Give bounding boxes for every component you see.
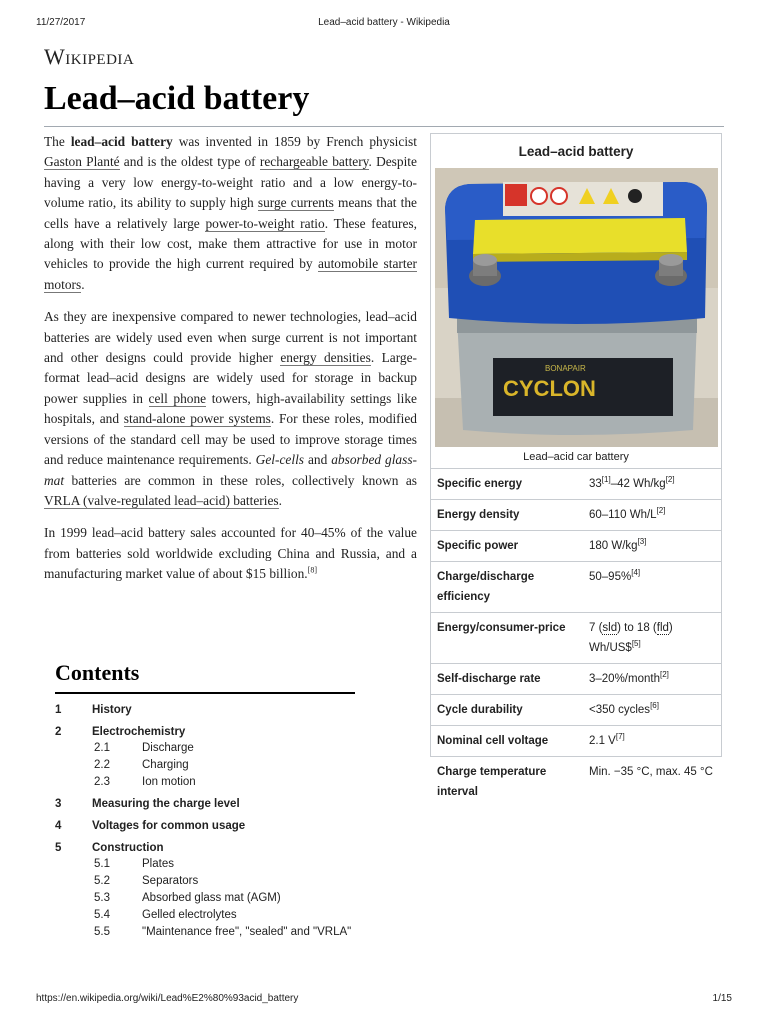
toc-subitem-label[interactable]: Separators [142,875,199,887]
value-text: <350 cycles [589,704,651,716]
value-text: 7 ( [589,622,603,634]
infobox-row [431,469,721,500]
toc-subitem-label[interactable]: Charging [142,759,189,771]
battery-image[interactable] [435,168,718,447]
infobox-row-value [583,500,721,531]
toc-subitem[interactable] [55,742,355,754]
toc-item-row[interactable] [55,704,355,716]
contents-heading: Contents [55,660,355,694]
text: and is the oldest type of [119,154,260,170]
bold-term: lead–acid battery [70,134,173,149]
infobox-row-value [583,757,721,808]
toc-sublist [55,858,355,938]
print-header [36,17,732,31]
toc-item[interactable] [55,704,355,716]
infobox-row-label: Charge/discharge efficiency [431,562,583,613]
infobox-row-label: Energy/consumer-price [431,613,583,664]
footnote-link[interactable]: [2] [665,475,675,485]
intro-paragraph-2 [44,307,417,511]
text: . Large-format lead–acid designs are widely used for storage in backup power supplies in [44,350,418,406]
infobox-row [431,695,721,726]
text: . These features, along with their low cost, make them attractive for use in motor vehicles to provide the high current required by [44,215,417,272]
infobox-row-label: Nominal cell voltage [431,726,583,757]
infobox-row [431,726,721,757]
link-stand-alone-power-systems[interactable]: stand-alone power systems [123,411,271,427]
toc-subitem[interactable] [55,776,355,788]
infobox-row-value [583,613,721,664]
text: . For these roles, modified versions of the standard cell may be used to improve storage times and reduce maintenance requirements. [44,411,417,468]
toc-subitem-label[interactable]: Absorbed glass mat (AGM) [142,892,281,904]
toc-item-number: 1 [55,704,62,716]
battery-top-label: BONAPAIR [545,364,586,373]
value-text: 3–20%/month [589,673,660,685]
infobox-row [431,664,721,695]
infobox-row [431,562,721,613]
text: . Despite having a very low energy-to-weight ratio and a low energy-to-volume ratio, its ability to supply high [44,154,417,211]
toc-item-label[interactable]: Voltages for common usage [92,820,246,832]
link-automobile-starter-motors[interactable]: automobile starter motors [44,256,417,292]
value-text: 180 W/kg [589,540,638,552]
infobox-row-label: Charge temperature interval [431,757,583,808]
intro-paragraph-1 [44,132,417,295]
link-power-to-weight-ratio[interactable]: power-to-weight ratio [205,215,325,231]
text: As they are inexpensive compared to newer technologies, lead–acid batteries are widely used even when surge current is not important and other designs could provide higher [44,309,417,366]
infobox-row-label: Cycle durability [431,695,583,726]
infobox-row-value [583,695,721,726]
toc-sublist [55,742,355,788]
toc-item[interactable] [55,726,355,788]
infobox-spec-table [431,468,721,807]
text: means that the cells have a relatively large [44,195,417,231]
text: and [304,452,332,468]
footnote-link[interactable]: [6] [650,701,659,711]
toc-subitem[interactable] [55,875,355,887]
toc-subitem-number: 5.3 [94,892,110,904]
footnote-link[interactable]: [1] [601,475,611,485]
wikipedia-wordmark[interactable]: Wikipedia [44,44,135,69]
toc-item[interactable] [55,820,355,832]
abbreviation[interactable]: fld [656,622,669,634]
infobox-row-value [583,664,721,695]
print-url: https://en.wikipedia.org/wiki/Lead%E2%80%93acid_battery [36,993,299,1004]
text: batteries are common in these roles, collectively known as [64,472,417,488]
infobox-row-label: Energy density [431,500,583,531]
toc-item-label[interactable]: History [92,704,132,716]
toc-subitem-label[interactable]: "Maintenance free", "sealed" and "VRLA" [142,926,352,938]
print-title: Lead–acid battery - Wikipedia [318,17,450,28]
toc-subitem[interactable] [55,909,355,921]
footnote-link[interactable]: [4] [631,568,641,578]
toc-subitem-number: 5.2 [94,875,110,887]
footnote-link[interactable]: [5] [631,639,641,649]
article-body [44,132,417,597]
link-cell-phone[interactable]: cell phone [148,390,207,406]
toc-item-number: 5 [55,842,62,854]
toc-subitem-label[interactable]: Plates [142,858,174,870]
infobox-row-label: Specific power [431,531,583,562]
footnote-link[interactable]: [7] [615,732,625,742]
toc-subitem-number: 2.2 [94,759,110,771]
link-energy-densities[interactable]: energy densities [280,350,371,366]
footnote-link[interactable]: [2] [656,506,666,516]
toc-subitem-number: 2.1 [94,742,110,754]
toc-item-row[interactable] [55,726,355,738]
toc-subitem-number: 5.5 [94,926,110,938]
toc-subitem[interactable] [55,926,355,938]
text: . [81,276,85,292]
value-text: –42 Wh/kg [610,478,666,490]
toc-item-row[interactable] [55,842,355,854]
link-vrla-batteries[interactable]: VRLA (valve-regulated lead–acid) batteries [44,492,279,508]
toc-subitem-number: 5.4 [94,909,110,921]
text: In 1999 lead–acid battery sales accounted for 40–45% of the value from batteries sold worldwide excluding China and Russia, and a manufacturing market value of about $15 billion. [44,525,417,582]
text: . [278,492,282,508]
infobox-row [431,531,721,562]
toc-subitem-label[interactable]: Discharge [142,742,194,754]
toc-item-label[interactable]: Measuring the charge level [92,798,240,810]
page-title: Lead–acid battery [44,80,310,117]
infobox-image-caption: Lead–acid car battery [523,451,629,463]
toc-subitem-number: 5.1 [94,858,110,870]
toc-item-label[interactable]: Construction [92,842,164,854]
intro-paragraph-3 [44,523,417,584]
battery-brand-label: CYCLON [503,376,596,401]
print-footer [36,993,732,1007]
footnote-link[interactable]: [3] [637,537,647,547]
text: The [44,134,71,149]
infobox-row-value [583,562,721,613]
infobox [430,133,722,798]
toc-subitem[interactable] [55,759,355,771]
infobox-row-value [583,531,721,562]
infobox-row [431,500,721,531]
toc-item-number: 4 [55,820,62,832]
toc-item-number: 3 [55,798,62,810]
toc-item-label[interactable]: Electrochemistry [92,726,186,738]
infobox-row-label: Specific energy [431,469,583,500]
value-text: ) Wh/US$ [589,622,673,654]
title-divider [44,126,724,127]
link-surge-currents[interactable]: surge currents [257,195,334,211]
infobox-title: Lead–acid battery [518,144,634,159]
toc-item-row[interactable] [55,798,355,810]
infobox-row-value [583,726,721,757]
italic-term: absorbed glass-mat [44,452,418,488]
print-date: 11/27/2017 [36,17,86,28]
toc-item-row[interactable] [55,820,355,832]
footnote-link[interactable]: [2] [659,670,669,680]
toc-subitem[interactable] [55,892,355,904]
toc-subitem-number: 2.3 [94,776,110,788]
table-of-contents [55,660,355,948]
toc-list [55,704,355,938]
abbreviation[interactable]: sld [602,622,618,634]
page-number: 1/15 [712,993,732,1004]
text: was invented in 1859 by French physicist [172,134,417,149]
infobox-row-value [583,469,721,500]
toc-subitem[interactable] [55,858,355,870]
value-text: 60–110 Wh/L [589,509,657,521]
infobox-row [431,613,721,664]
value-text: 2.1 V [589,735,616,747]
toc-item[interactable] [55,798,355,810]
footnote-link[interactable]: [8] [307,565,317,575]
italic-term: Gel-cells [255,452,305,468]
text: towers, high-availability settings like hospitals, and [44,390,417,427]
link-gaston-plante[interactable]: Gaston Planté [44,154,120,170]
toc-subitem-label[interactable]: Ion motion [142,776,196,788]
value-text: 33 [589,478,602,490]
infobox-row [431,757,721,808]
value-text: ) to 18 ( [617,622,657,634]
value-text: 50–95% [589,571,632,583]
link-rechargeable-battery[interactable]: rechargeable battery [259,154,369,170]
value-text: Min. −35 °C, max. 45 °C [589,766,713,778]
infobox-row-label: Self-discharge rate [431,664,583,695]
toc-item-number: 2 [55,726,62,738]
toc-item[interactable] [55,842,355,938]
toc-subitem-label[interactable]: Gelled electrolytes [142,909,237,921]
